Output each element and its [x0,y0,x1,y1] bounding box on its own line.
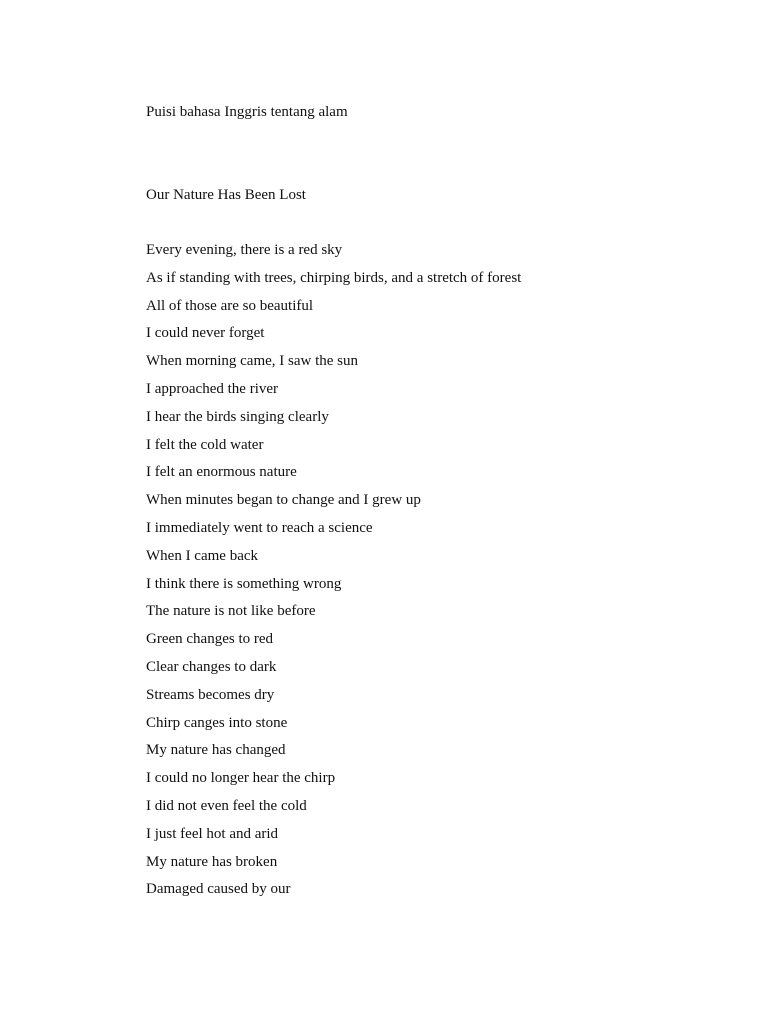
poem-line: I could no longer hear the chirp [146,770,336,787]
poem-body [146,240,521,907]
poem-line: When I came back [146,547,259,564]
poem-line: The nature is not like before [146,603,316,620]
poem-line: Every evening, there is a red sky [146,242,343,258]
poem-line: All of those are so beautiful [146,297,314,314]
poem-line: I think there is something wrong [146,575,342,592]
poem-line: I felt the cold water [146,436,264,453]
poem-line: I felt an enormous nature [146,464,297,481]
poem-line: As if standing with trees, chirping birds, and a stretch of forest [146,269,522,286]
poem-line: I immediately went to reach a science [146,519,373,536]
poem-line: I hear the birds singing clearly [146,408,329,425]
poem-line: I did not even feel the cold [146,797,307,814]
poem-line: I just feel hot and arid [146,825,279,842]
poem-line: Chirp canges into stone [146,714,288,731]
poem-line: I approached the river [146,380,279,397]
poem-line: I could never forget [146,325,265,342]
poem-line: Clear changes to dark [146,658,277,675]
poem-line: When minutes began to change and I grew up [146,492,421,509]
poem-title: Our Nature Has Been Lost [146,187,306,203]
poem-line: When morning came, I saw the sun [146,353,359,370]
poem-line: Damaged caused by our [146,881,291,898]
poem-line: Green changes to red [146,631,274,648]
document-heading: Puisi bahasa Inggris tentang alam [146,104,348,120]
poem-line: My nature has changed [146,742,286,759]
poem-line: Streams becomes dry [146,686,275,703]
poem-line: My nature has broken [146,853,278,870]
